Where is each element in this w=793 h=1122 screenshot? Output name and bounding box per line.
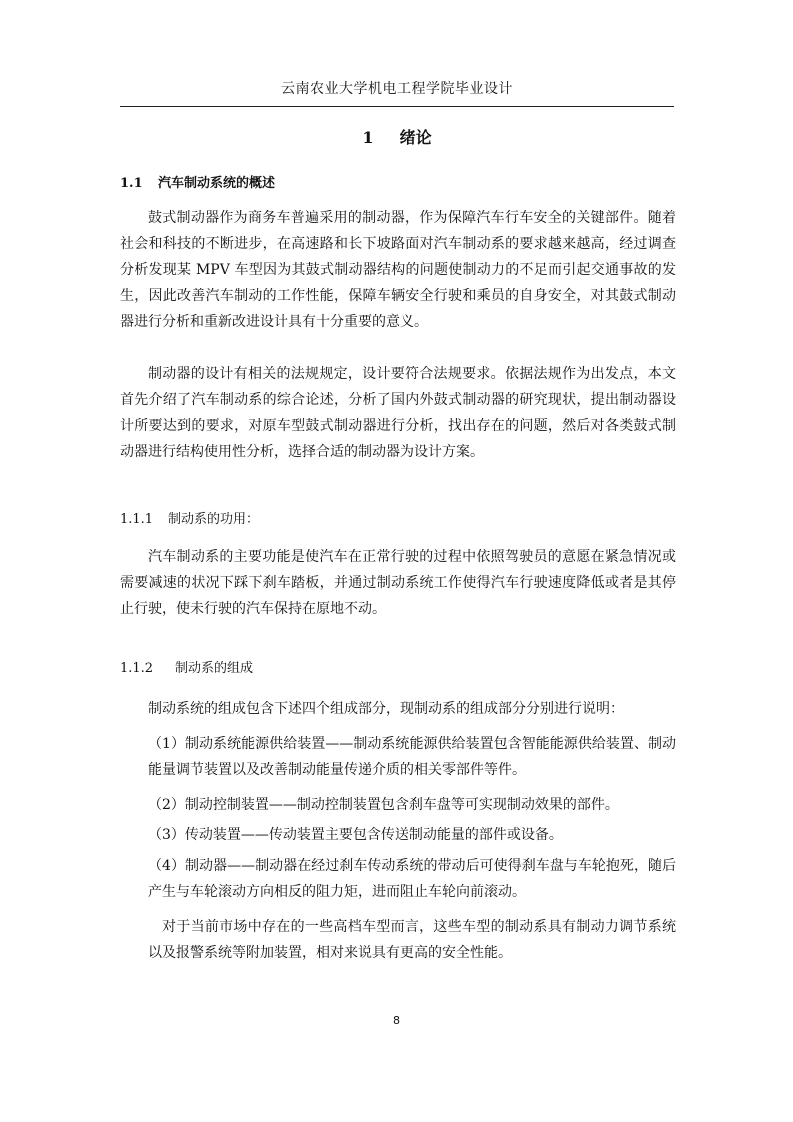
- composition-intro: 制动系统的组成包含下述四个组成部分，现制动系的组成部分分别进行说明：: [148, 701, 624, 717]
- page-number: 8: [393, 1014, 400, 1027]
- paragraph-overview-2: 制动器的设计有相关的法规规定，设计要符合法规要求。依据法规作为出发点，本文首先介绍了汽车制动系的综合论述，分析了国内外鼓式制动器的研究现状，提出制动器设计所要达到的要求，对原车型鼓式制动器进行分析，找出存在的问题，然后对各类鼓式制动器进行结构使用性分析，选择合适的制动器为设计方案。: [120, 366, 676, 460]
- chapter-title: [120, 125, 674, 148]
- paragraph-function: 汽车制动系的主要功能是使汽车在正常行驶的过程中依照驾驶员的意愿在紧急情况或需要减速的状况下踩下刹车踏板，并通过制动系统工作使得汽车行驶速度降低或者是其停止行驶，使未行驶的汽车保持在原地不动。: [120, 549, 676, 617]
- chapter-title-text: 绪论: [399, 128, 432, 147]
- composition-item-3: （3）传动装置——传动装置主要包含传送制动能量的部件或设备。: [148, 827, 563, 843]
- composition-item-4: （4）制动器——制动器在经过刹车传动系统的带动后可使得刹车盘与车轮抱死，随后产生与车轮滚动方向相反的阻力矩，进而阻止车轮向前滚动。: [148, 858, 676, 900]
- subsection-number: 1.1.1: [120, 512, 154, 527]
- subsection-title: 制动系的组成: [175, 661, 254, 676]
- composition-item-2: （2）制动控制装置——制动控制装置包含刹车盘等可实现制动效果的部件。: [148, 797, 619, 813]
- section-title: 汽车制动系统的概述: [158, 176, 276, 191]
- subsection-heading-1-1-1: [120, 508, 259, 527]
- running-header: 云南农业大学机电工程学院毕业设计: [281, 81, 513, 97]
- subsection-number: 1.1.2: [120, 661, 154, 676]
- composition-item-1: （1）制动系统能源供给装置——制动系统能源供给装置包含智能能源供给装置、制动能量调节装置以及改善制动能量传递介质的相关零部件等件。: [148, 736, 676, 778]
- section-heading-1-1: [120, 172, 275, 191]
- composition-closing: 对于当前市场中存在的一些高档车型而言，这些车型的制动系具有制动力调节系统以及报警系统等附加装置，相对来说具有更高的安全性能。: [148, 919, 676, 961]
- paragraph-overview-1: 鼓式制动器作为商务车普遍采用的制动器，作为保障汽车行车安全的关键部件。随着社会和科技的不断进步，在高速路和长下坡路面对汽车制动系的要求越来越高，经过调查分析发现某 MPV 车型因为其鼓式制动器结构的问题使制动力的不足而引起交通事故的发生，因此改善汽车制动的工作性能，保障车辆安全行驶和乘员的自身安全，对其鼓式制动器进行分析和重新改进设计具有十分重要的意义。: [120, 210, 676, 330]
- chapter-number: 1: [362, 128, 374, 147]
- subsection-title: 制动系的功用：: [168, 512, 260, 527]
- header-rule: [120, 106, 674, 107]
- subsection-heading-1-1-2: [120, 657, 253, 676]
- section-number: 1.1: [120, 176, 143, 191]
